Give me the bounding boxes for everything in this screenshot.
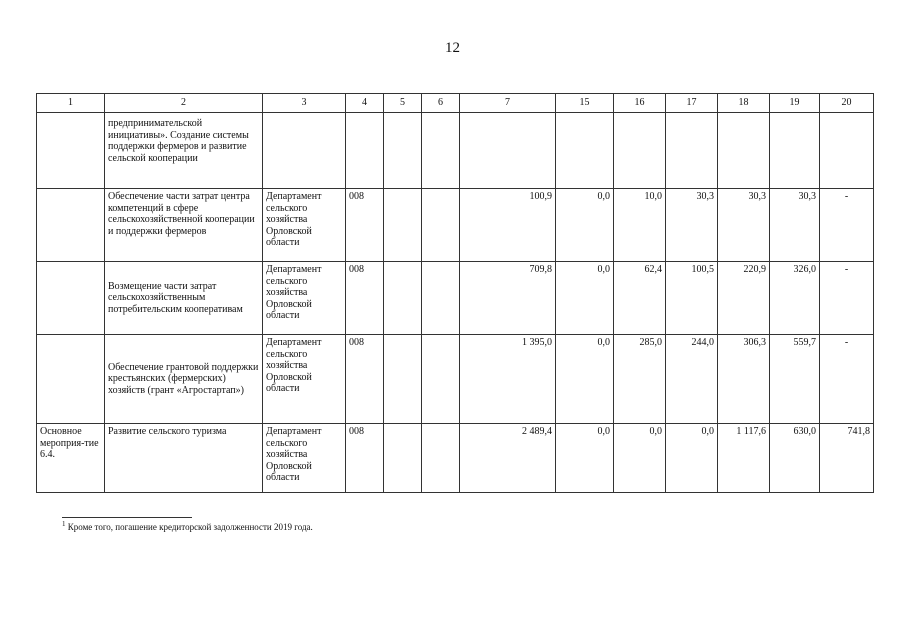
table-row bbox=[37, 189, 874, 262]
value-col17: 0,0 bbox=[666, 424, 718, 493]
code-cell bbox=[346, 113, 384, 189]
table-row bbox=[37, 113, 874, 189]
value-col15: 0,0 bbox=[556, 262, 614, 335]
measure-name: Обеспечение грантовой поддержки крестьянских (фермерских) хозяйств (грант «Агростартап») bbox=[105, 335, 263, 424]
header-cell: 7 bbox=[460, 94, 556, 113]
code-cell: 008 bbox=[346, 262, 384, 335]
value-col18: 30,3 bbox=[718, 189, 770, 262]
header-cell: 17 bbox=[666, 94, 718, 113]
measure-name: предпринимательской инициативы». Создание системы поддержки фермеров и развитие сельской кооперации bbox=[105, 113, 263, 189]
value-col20: - bbox=[820, 262, 874, 335]
measure-name: Развитие сельского туризма bbox=[105, 424, 263, 493]
header-cell: 16 bbox=[614, 94, 666, 113]
value-col18: 220,9 bbox=[718, 262, 770, 335]
header-cell: 2 bbox=[105, 94, 263, 113]
header-cell: 18 bbox=[718, 94, 770, 113]
header-cell: 4 bbox=[346, 94, 384, 113]
measure-name: Обеспечение части затрат центра компетенций в сфере сельскохозяйственной кооперации и поддержки фермеров bbox=[105, 189, 263, 262]
page-number: 12 bbox=[445, 40, 460, 56]
measure-label bbox=[37, 189, 105, 262]
value-col18 bbox=[718, 113, 770, 189]
footnote-marker: 1 bbox=[62, 520, 66, 528]
department bbox=[263, 113, 346, 189]
header-cell: 1 bbox=[37, 94, 105, 113]
code-cell: 008 bbox=[346, 189, 384, 262]
table-row bbox=[37, 262, 874, 335]
value-col15: 0,0 bbox=[556, 189, 614, 262]
value-col7: 709,8 bbox=[460, 262, 556, 335]
footnote-divider bbox=[62, 517, 192, 518]
footnote bbox=[62, 520, 313, 532]
value-col20: - bbox=[820, 335, 874, 424]
value-col7: 2 489,4 bbox=[460, 424, 556, 493]
value-col19: 30,3 bbox=[770, 189, 820, 262]
table-row bbox=[37, 424, 874, 493]
value-col19: 326,0 bbox=[770, 262, 820, 335]
header-cell: 19 bbox=[770, 94, 820, 113]
empty-cell bbox=[384, 262, 422, 335]
footnote-text: Кроме того, погашение кредиторской задолженности 2019 года. bbox=[65, 522, 313, 532]
value-col20 bbox=[820, 113, 874, 189]
value-col7: 100,9 bbox=[460, 189, 556, 262]
value-col19: 559,7 bbox=[770, 335, 820, 424]
header-cell: 20 bbox=[820, 94, 874, 113]
budget-table bbox=[36, 93, 874, 493]
department: Департамент сельского хозяйства Орловской области bbox=[263, 335, 346, 424]
empty-cell bbox=[384, 189, 422, 262]
value-col17 bbox=[666, 113, 718, 189]
value-col16: 10,0 bbox=[614, 189, 666, 262]
empty-cell bbox=[422, 424, 460, 493]
empty-cell bbox=[422, 189, 460, 262]
empty-cell bbox=[422, 113, 460, 189]
measure-label bbox=[37, 335, 105, 424]
value-col18: 1 117,6 bbox=[718, 424, 770, 493]
table-row bbox=[37, 335, 874, 424]
empty-cell bbox=[384, 424, 422, 493]
code-cell: 008 bbox=[346, 424, 384, 493]
value-col7: 1 395,0 bbox=[460, 335, 556, 424]
header-cell: 3 bbox=[263, 94, 346, 113]
empty-cell bbox=[384, 335, 422, 424]
department: Департамент сельского хозяйства Орловской области bbox=[263, 262, 346, 335]
measure-label bbox=[37, 262, 105, 335]
header-cell: 6 bbox=[422, 94, 460, 113]
table-header-row bbox=[37, 94, 874, 113]
value-col18: 306,3 bbox=[718, 335, 770, 424]
value-col16 bbox=[614, 113, 666, 189]
value-col16: 62,4 bbox=[614, 262, 666, 335]
measure-label bbox=[37, 113, 105, 189]
value-col19 bbox=[770, 113, 820, 189]
header-cell: 5 bbox=[384, 94, 422, 113]
value-col17: 244,0 bbox=[666, 335, 718, 424]
value-col15 bbox=[556, 113, 614, 189]
department: Департамент сельского хозяйства Орловской области bbox=[263, 424, 346, 493]
value-col16: 285,0 bbox=[614, 335, 666, 424]
value-col20: 741,8 bbox=[820, 424, 874, 493]
value-col17: 30,3 bbox=[666, 189, 718, 262]
value-col20: - bbox=[820, 189, 874, 262]
value-col7 bbox=[460, 113, 556, 189]
value-col16: 0,0 bbox=[614, 424, 666, 493]
code-cell: 008 bbox=[346, 335, 384, 424]
value-col15: 0,0 bbox=[556, 424, 614, 493]
measure-label: Основное мероприя-тие 6.4. bbox=[37, 424, 105, 493]
empty-cell bbox=[384, 113, 422, 189]
department: Департамент сельского хозяйства Орловской области bbox=[263, 189, 346, 262]
measure-name: Возмещение части затрат сельскохозяйственным потребительским кооперативам bbox=[105, 262, 263, 335]
empty-cell bbox=[422, 335, 460, 424]
empty-cell bbox=[422, 262, 460, 335]
header-cell: 15 bbox=[556, 94, 614, 113]
value-col19: 630,0 bbox=[770, 424, 820, 493]
value-col17: 100,5 bbox=[666, 262, 718, 335]
value-col15: 0,0 bbox=[556, 335, 614, 424]
